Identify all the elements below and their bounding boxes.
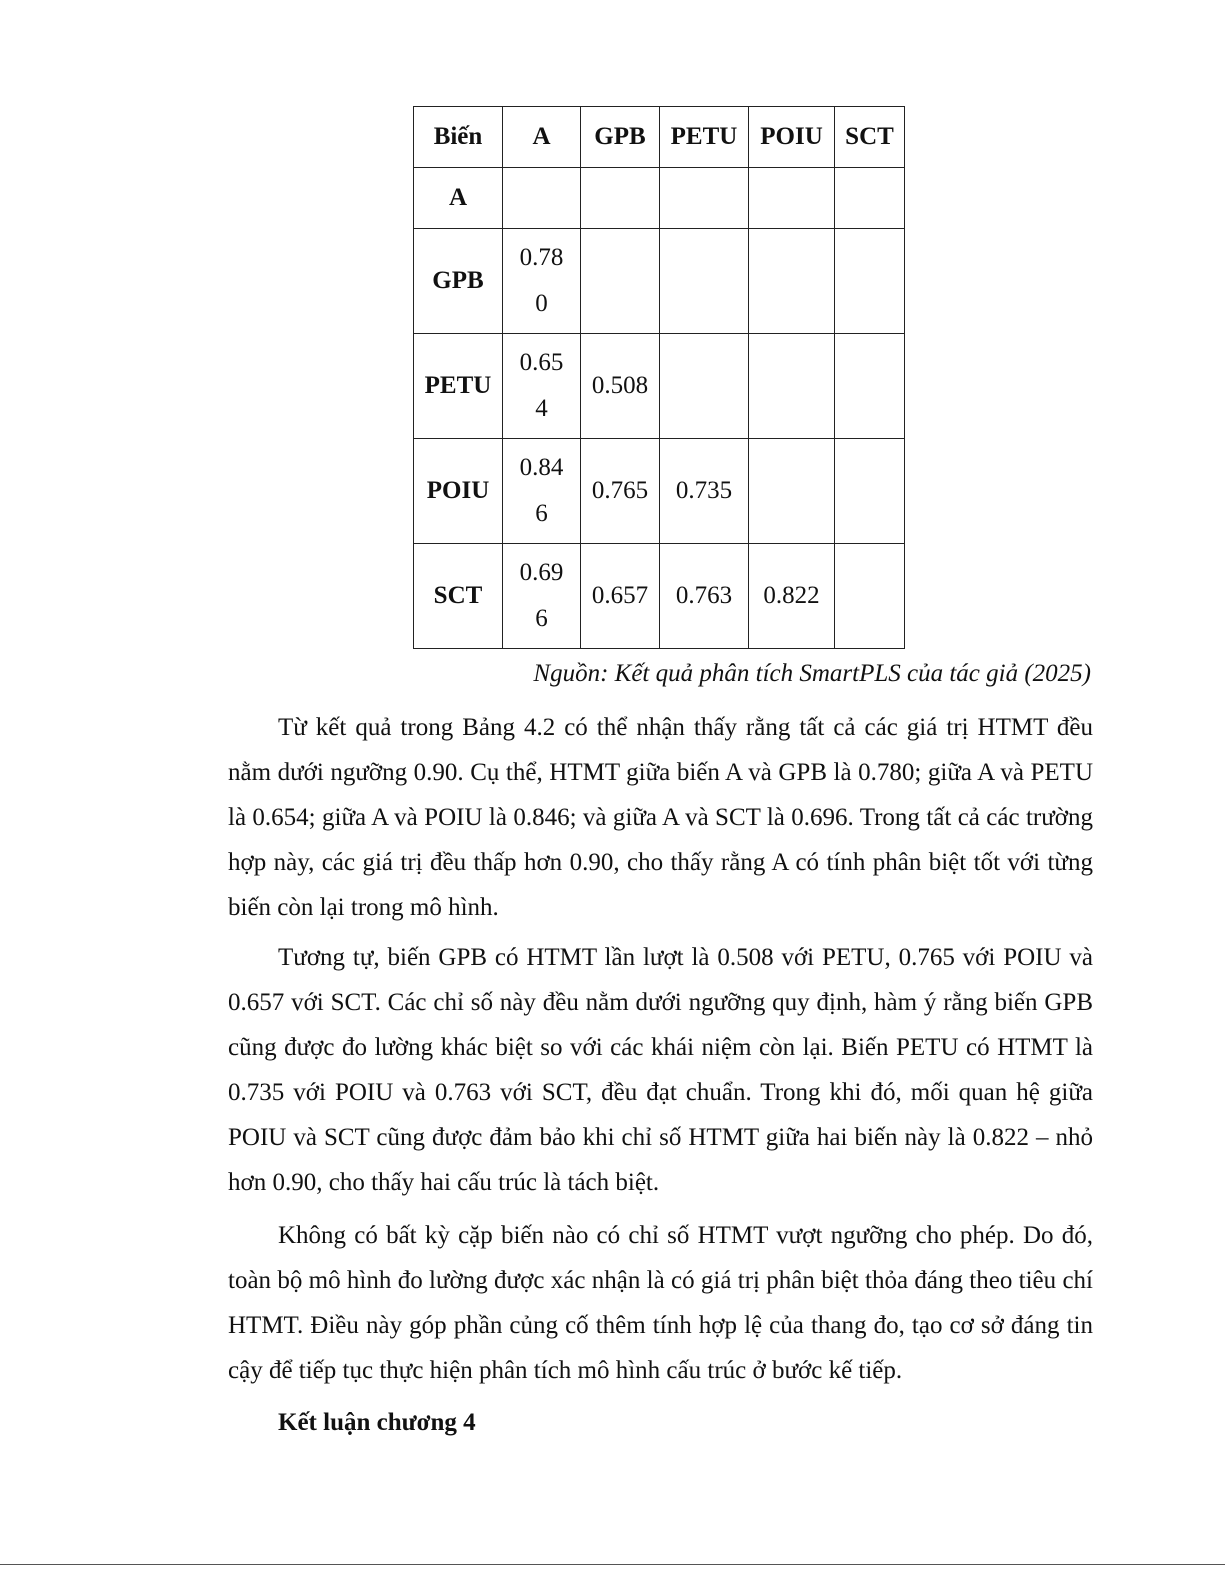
header-cell: PETU [660,107,749,168]
table-cell [835,168,905,229]
header-cell: GPB [581,107,660,168]
header-cell: SCT [835,107,905,168]
table-cell [581,168,660,229]
section-heading: Kết luận chương 4 [278,1409,476,1436]
htmt-table [413,106,905,649]
table-row [414,334,905,439]
table-cell [749,168,835,229]
cell-value: 0.654 [519,349,564,422]
cell-value: 0.846 [519,454,564,527]
body-paragraph: Không có bất kỳ cặp biến nào có chỉ số HTMT vượt ngưỡng cho phép. Do đó, toàn bộ mô hình đo lường được xác nhận là có giá trị phân biệt thỏa đáng theo tiêu chí HTMT. Điều này góp phần củng cố thêm tính hợp lệ của thang đo, tạo cơ sở đáng tin cậy để tiếp tục thực hiện phân tích mô hình cấu trúc ở bước kế tiếp. [228,1222,1093,1384]
table-cell [749,229,835,334]
table-cell [581,229,660,334]
table-row [414,168,905,229]
table-cell [835,229,905,334]
row-label: A [414,168,503,229]
row-label: PETU [414,334,503,439]
table-cell [660,229,749,334]
table-source-caption: Nguồn: Kết quả phân tích SmartPLS của tác giả (2025) [533,660,1091,687]
row-label: GPB [414,229,503,334]
row-label: SCT [414,544,503,649]
table-cell [835,334,905,439]
body-paragraph: Tương tự, biến GPB có HTMT lần lượt là 0.508 với PETU, 0.765 với POIU và 0.657 với SCT. Các chỉ số này đều nằm dưới ngưỡng quy định, hàm ý rằng biến GPB cũng được đo lường khác biệt so với các khái niệm còn lại. Biến PETU có HTMT là 0.735 với POIU và 0.763 với SCT, đều đạt chuẩn. Trong khi đó, mối quan hệ giữa POIU và SCT cũng được đảm bảo khi chỉ số HTMT giữa hai biến này là 0.822 – nhỏ hơn 0.90, cho thấy hai cấu trúc là tách biệt. [228,944,1093,1196]
table-cell: 0.763 [660,544,749,649]
cell-value: 0.780 [519,244,564,317]
table-cell [503,334,581,439]
header-cell: Biến [414,107,503,168]
body-paragraph: Từ kết quả trong Bảng 4.2 có thể nhận thấy rằng tất cả các giá trị HTMT đều nằm dưới ngưỡng 0.90. Cụ thể, HTMT giữa biến A và GPB là 0.780; giữa A và PETU là 0.654; giữa A và POIU là 0.846; và giữa A và SCT là 0.696. Trong tất cả các trường hợp này, các giá trị đều thấp hơn 0.90, cho thấy rằng A có tính phân biệt tốt với từng biến còn lại trong mô hình. [228,714,1093,921]
header-cell: A [503,107,581,168]
table-cell [660,168,749,229]
table-cell: 0.765 [581,439,660,544]
table-cell: 0.657 [581,544,660,649]
table-row [414,439,905,544]
cell-value: 0.696 [519,559,564,632]
table-cell [749,439,835,544]
header-cell: POIU [749,107,835,168]
table-cell: 0.508 [581,334,660,439]
table-cell: 0.822 [749,544,835,649]
table-cell [503,544,581,649]
table-cell [749,334,835,439]
table-cell: 0.735 [660,439,749,544]
table-cell [503,439,581,544]
table-header-row [414,107,905,168]
table-cell [503,229,581,334]
table-cell [835,439,905,544]
table-cell [660,334,749,439]
table-row [414,229,905,334]
table-cell [835,544,905,649]
table-row [414,544,905,649]
table-cell [503,168,581,229]
row-label: POIU [414,439,503,544]
page-bottom-rule [0,1564,1225,1565]
